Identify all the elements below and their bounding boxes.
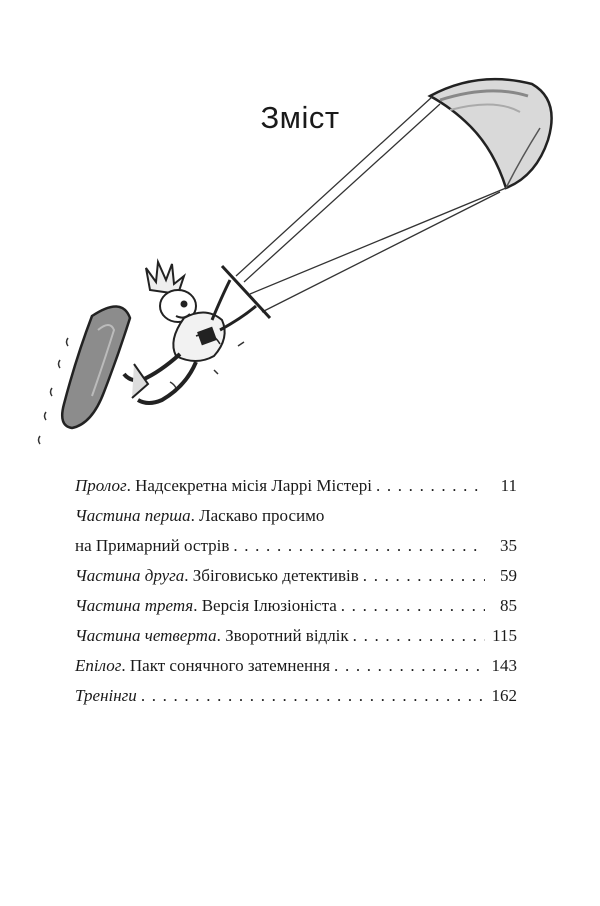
- toc-entry-label: Частина друга: [75, 566, 185, 585]
- toc-entry-title: Частина друга. Збіговисько детективів: [75, 566, 359, 585]
- toc-entry-title: Епілог. Пакт сонячного затемнення: [75, 656, 331, 675]
- toc-page-number: 162: [491, 686, 517, 705]
- control-bar: [222, 266, 270, 318]
- toc-entry-trainings[interactable]: [75, 681, 517, 711]
- table-of-contents: [75, 471, 517, 711]
- page-title: Зміст: [260, 100, 340, 135]
- toc-entry-part-2[interactable]: [75, 561, 517, 591]
- toc-entry-label: Частина перша: [75, 506, 191, 525]
- toc-entry-label: Частина четверта: [75, 626, 217, 645]
- toc-entry-title: Пролог. Надсекретна місія Ларрі Містері: [75, 476, 372, 495]
- dot-leader: [376, 471, 485, 501]
- toc-entry-text: Зворотний відлік: [225, 626, 349, 645]
- toc-entry-text: Збіговисько детективів: [192, 566, 359, 585]
- toc-entry-title: Частина четверта. Зворотний відлік: [75, 626, 349, 645]
- toc-entry-text-continued: на Примарний острів: [75, 536, 230, 555]
- toc-entry-label: Тренінги: [75, 686, 137, 705]
- toc-page-number: 59: [500, 566, 517, 585]
- toc-entry-part-3[interactable]: [75, 591, 517, 621]
- toc-entry-part-1[interactable]: [75, 501, 517, 561]
- toc-page-number: 11: [500, 476, 517, 495]
- dot-leader: [141, 681, 485, 711]
- toc-page-number: 143: [491, 656, 517, 675]
- toc-entry-part-4[interactable]: [75, 621, 517, 651]
- toc-entry-title: Частина перша. Ласкаво просимо: [75, 506, 325, 525]
- toc-entry-label: Частина третя: [75, 596, 194, 615]
- toc-entry-label: Пролог: [75, 476, 127, 495]
- toc-page-number: 115: [492, 626, 517, 645]
- dot-leader: [334, 651, 485, 681]
- toc-entry-text: Версія Ілюзіоніста: [201, 596, 337, 615]
- toc-entry-text: Пакт сонячного затемнення: [129, 656, 331, 675]
- kiteboard-icon: [62, 306, 130, 428]
- dot-leader: [233, 531, 485, 561]
- dot-leader: [341, 591, 485, 621]
- toc-entry-prologue[interactable]: [75, 471, 517, 501]
- dot-leader: [353, 621, 485, 651]
- dot-leader: [363, 561, 485, 591]
- toc-entry-epilogue[interactable]: [75, 651, 517, 681]
- toc-entry-text: Надсекретна місія Ларрі Містері: [135, 476, 372, 495]
- toc-page-number: 85: [500, 596, 517, 615]
- toc-page-number: 35: [500, 536, 517, 555]
- toc-entry-label: Епілог: [75, 656, 122, 675]
- toc-entry-text: Ласкаво просимо: [199, 506, 325, 525]
- toc-entry-title: Частина третя. Версія Ілюзіоніста: [75, 596, 337, 615]
